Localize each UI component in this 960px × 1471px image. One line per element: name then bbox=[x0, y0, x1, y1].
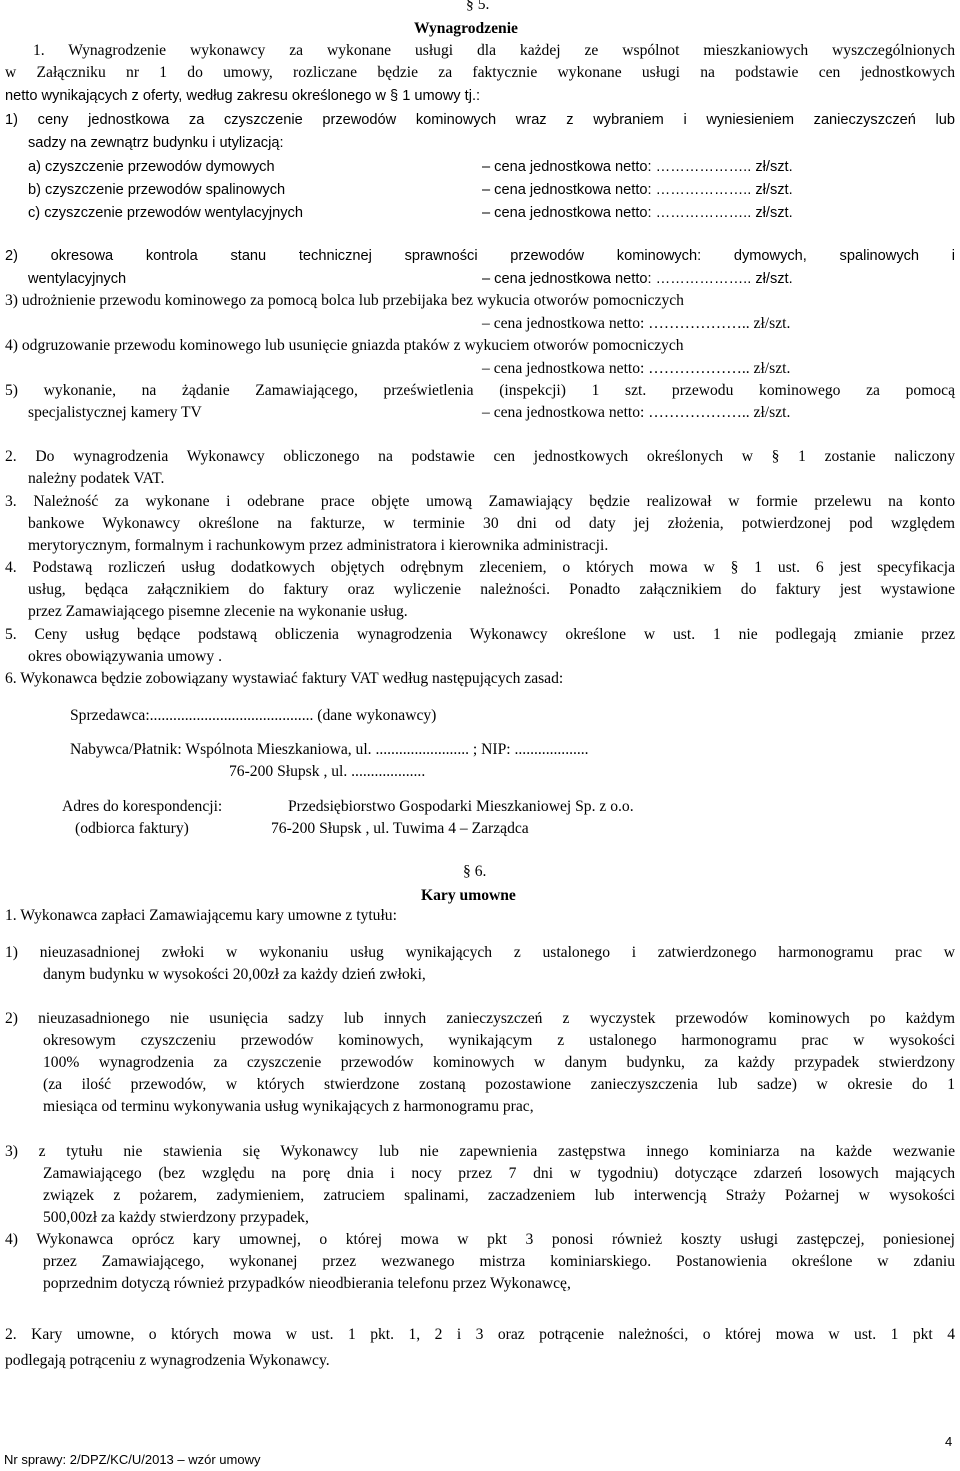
s6-k3-line2: Zamawiającego (bez względu na porę dnia i nocy przez 7 dni w tygodniu) dotyczące zdarzeń losowych mających bbox=[43, 1165, 955, 1182]
invoice-address-label: Adres do korespondencji: bbox=[62, 798, 223, 815]
s6-k1-line2: danym budynku w wysokości 20,00zł za każdy dzień zwłoki, bbox=[43, 966, 426, 983]
s5-item5-line2: specjalistycznej kamery TV bbox=[28, 404, 202, 421]
s6-k1-line1: 1) nieuzasadnionej zwłoki w wykonaniu usług wynikających z ustalonego i zatwierdzonego harmonogramu prac w bbox=[5, 944, 955, 961]
price-field-5: – cena jednostkowa netto: ……………….. zł/szt. bbox=[482, 404, 791, 421]
s6-intro: 1. Wykonawca zapłaci Zamawiającemu kary umowne z tytułu: bbox=[5, 907, 397, 924]
s6-p2-line1: 2. Kary umowne, o których mowa w ust. 1 pkt. 1, 2 i 3 oraz potrącenie należności, o której mowa w ust. 1 pkt 4 bbox=[5, 1326, 955, 1343]
s5-item4-line1: 4) odgruzowanie przewodu kominowego lub usunięcie gniazda ptaków z wykuciem otworów pomocniczych bbox=[5, 337, 684, 354]
s6-p2-line2: podlegają potrąceniu z wynagrodzenia Wykonawcy. bbox=[5, 1352, 330, 1369]
s5-item3-line1: 3) udrożnienie przewodu kominowego za pomocą bolca lub przebijaka bez wykucia otworów pomocniczych bbox=[5, 292, 684, 309]
price-field-4: – cena jednostkowa netto: ……………….. zł/szt. bbox=[482, 360, 791, 377]
section-6-title: Kary umowne bbox=[421, 887, 516, 904]
s5-p5-line2: okres obowiązywania umowy . bbox=[28, 648, 223, 665]
invoice-recipient-value: 76-200 Słupsk , ul. Tuwima 4 – Zarządca bbox=[271, 820, 529, 837]
s6-k3-line3: związek z pożarem, zadymieniem, zatruciem spalinami, zaczadzeniem lub interwencją Straży Pożarnej w wysokości bbox=[43, 1187, 955, 1204]
price-field-2: – cena jednostkowa netto: ……………….. zł/szt. bbox=[482, 271, 793, 287]
price-field-c: – cena jednostkowa netto: ……………….. zł/szt. bbox=[482, 205, 793, 221]
invoice-address-value: Przedsiębiorstwo Gospodarki Mieszkaniowej Sp. z o.o. bbox=[288, 798, 634, 815]
s6-k3-line1: 3) z tytułu nie stawienia się Wykonawcy lub nie zapewnienia zastępstwa innego kominiarza na każde wezwanie bbox=[5, 1143, 955, 1160]
s5-item1-b: b) czyszczenie przewodów spalinowych bbox=[28, 182, 286, 198]
footer-case-number: Nr sprawy: 2/DPZ/KC/U/2013 – wzór umowy bbox=[4, 1452, 261, 1467]
invoice-recipient-label: (odbiorca faktury) bbox=[75, 820, 189, 837]
price-field-b: – cena jednostkowa netto: ……………….. zł/szt. bbox=[482, 182, 793, 198]
s5-p4-line3: przez Zamawiającego pisemne zlecenie na wykonanie usług. bbox=[28, 603, 408, 620]
s6-k2-line2: okresowym czyszczeniu przewodów kominowych, wynikającym z ustalonego harmonogramu prac w wysokości bbox=[43, 1032, 955, 1049]
invoice-seller: Sprzedawca:.......................................... (dane wykonawcy) bbox=[70, 707, 437, 724]
s6-k2-line3: 100% wynagrodzenia za czyszczenie przewodów kominowych w danym budynku, za każdy przypadek stwierdzony bbox=[43, 1054, 955, 1071]
price-field-3: – cena jednostkowa netto: ……………….. zł/szt. bbox=[482, 315, 791, 332]
page-number: 4 bbox=[945, 1434, 953, 1449]
s6-k3-line4: 500,00zł za każdy stwierdzony przypadek, bbox=[43, 1209, 309, 1226]
s5-p6-line1: 6. Wykonawca będzie zobowiązany wystawiać faktury VAT według następujących zasad: bbox=[5, 670, 564, 687]
section-5-title: Wynagrodzenie bbox=[414, 20, 518, 37]
s5-p1-line2: w Załączniku nr 1 do umowy, rozliczane będzie za faktycznie wykonane usługi na podstawie cen jednostkowych bbox=[5, 64, 955, 81]
s6-k2-line1: 2) nieuzasadnionego nie usunięcia sadzy lub innych zanieczyszczeń z wyczystek przewodów kominowych po każdym bbox=[5, 1010, 955, 1027]
s5-item5-line1: 5) wykonanie, na żądanie Zamawiającego, prześwietlenia (inspekcji) 1 szt. przewodu kominowego za pomocą bbox=[5, 382, 955, 399]
s6-k2-line4: (za ilość przewodów, w których stwierdzone zostaną pozostawione zanieczyszczenia lub sadze) w okresie do 1 bbox=[43, 1076, 955, 1093]
s5-p4-line2: usług, będąca załącznikiem do faktury oraz wyliczenie należności. Ponadto załącznikiem do faktury jest wystawione bbox=[28, 581, 955, 598]
section-5-header: § 5. bbox=[466, 0, 490, 13]
s5-item1-c: c) czyszczenie przewodów wentylacyjnych bbox=[28, 205, 303, 221]
s5-p5-line1: 5. Ceny usług będące podstawą obliczenia wynagrodzenia Wykonawcy określone w ust. 1 nie podlegają zmianie przez bbox=[5, 626, 955, 643]
s5-p1-line1: 1. Wynagrodzenie wykonawcy za wykonane usługi dla każdej ze wspólnot mieszkaniowych wyszczególnionych bbox=[33, 42, 955, 59]
s5-item1-line1: 1) ceny jednostkowa za czyszczenie przewodów kominowych wraz z wybraniem i wyniesieniem zanieczyszczeń lub bbox=[5, 112, 955, 128]
s5-p4-line1: 4. Podstawą rozliczeń usług dodatkowych objętych odrębnym zleceniem, o których mowa w § 1 ust. 6 jest specyfikacja bbox=[5, 559, 955, 576]
s6-k2-line5: miesiąca od terminu wykonywania usług wynikających z harmonogramu prac, bbox=[43, 1098, 534, 1115]
s5-item2-line1: 2) okresowa kontrola stanu technicznej sprawności przewodów kominowych: dymowych, spalinowych i bbox=[5, 248, 955, 264]
s5-p2-line2: należny podatek VAT. bbox=[28, 470, 165, 487]
s5-p3-line2: bankowe Wykonawcy określone na fakturze, w terminie 30 dni od daty jej złożenia, potwierdzonej pod względem bbox=[28, 515, 955, 532]
s6-k4-line2: przez Zamawiającego, wykonanej przez wezwanego mistrza kominiarskiego. Postanowienia określone w zdaniu bbox=[43, 1253, 955, 1270]
s6-k4-line3: poprzednim dotyczą również przypadków nieodbierania telefonu przez Wykonawcę, bbox=[43, 1275, 571, 1292]
s5-p3-line1: 3. Należność za wykonane i odebrane prace objęte umową Zamawiający będzie realizował w formie przelewu na konto bbox=[5, 493, 955, 510]
s5-item1-line2: sadzy na zewnątrz budynku i utylizacją: bbox=[28, 135, 284, 151]
invoice-buyer-line1: Nabywca/Płatnik: Wspólnota Mieszkaniowa, ul. ........................ ; NIP: ................... bbox=[70, 741, 589, 758]
s5-item1-a: a) czyszczenie przewodów dymowych bbox=[28, 159, 275, 175]
s5-p2-line1: 2. Do wynagrodzenia Wykonawcy obliczonego na podstawie cen jednostkowych określonych w § 1 zostanie naliczony bbox=[5, 448, 955, 465]
section-6-header: § 6. bbox=[463, 863, 487, 880]
s6-k4-line1: 4) Wykonawca oprócz kary umownej, o której mowa w pkt 3 ponosi również koszty usługi zastępczej, poniesionej bbox=[5, 1231, 955, 1248]
s5-p1-line3: netto wynikających z oferty, według zakresu określonego w § 1 umowy tj.: bbox=[5, 88, 481, 104]
s5-item2-line2: wentylacyjnych bbox=[28, 271, 127, 287]
invoice-buyer-line2: 76-200 Słupsk , ul. ................... bbox=[229, 763, 426, 780]
s5-p3-line3: merytorycznym, formalnym i rachunkowym przez administratora i kierownika administracji. bbox=[28, 537, 609, 554]
price-field-a: – cena jednostkowa netto: ……………….. zł/szt. bbox=[482, 159, 793, 175]
